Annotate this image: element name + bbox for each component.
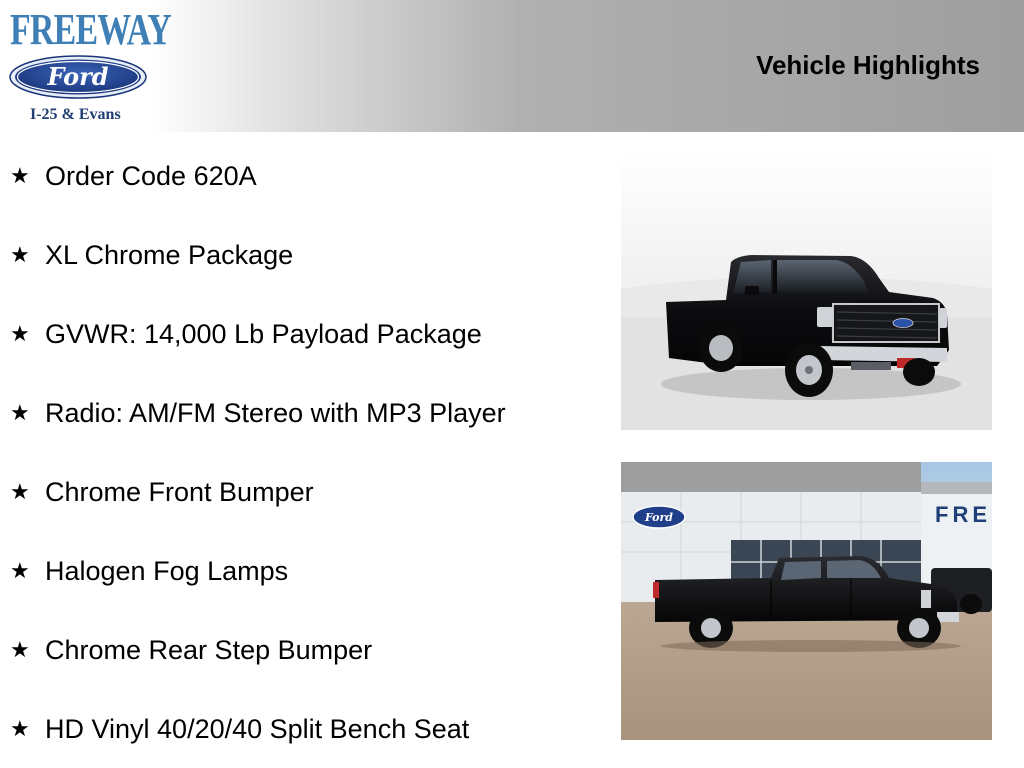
highlight-label: HD Vinyl 40/20/40 Split Bench Seat (45, 714, 470, 744)
highlight-item (0, 393, 600, 433)
sign-ford-text: Ford (644, 511, 674, 524)
header-banner (0, 0, 1024, 132)
page-title: Vehicle Highlights (756, 50, 980, 80)
star-icon: ★ (10, 637, 30, 662)
dealership-sign-text: FRE (935, 502, 991, 527)
star-icon: ★ (10, 321, 30, 346)
highlight-item (0, 156, 600, 196)
truck-dealership-photo[interactable] (621, 462, 992, 740)
highlight-item (0, 551, 600, 591)
highlight-item (0, 472, 600, 512)
highlight-label: Chrome Front Bumper (45, 477, 314, 507)
highlight-label: GVWR: 14,000 Lb Payload Package (45, 319, 482, 349)
star-icon: ★ (10, 479, 30, 504)
star-icon: ★ (10, 242, 30, 267)
highlight-label: Order Code 620A (45, 161, 257, 191)
highlight-label: Radio: AM/FM Stereo with MP3 Player (45, 398, 506, 428)
highlight-item (0, 235, 600, 275)
highlight-label: Chrome Rear Step Bumper (45, 635, 373, 665)
highlight-label: XL Chrome Package (45, 240, 294, 270)
logo-wordmark: FREEWAY (10, 5, 171, 54)
highlight-item (0, 709, 600, 749)
star-icon: ★ (10, 163, 30, 188)
ford-oval-logo (8, 54, 148, 100)
dealer-address: I-25 & Evans (30, 106, 121, 123)
ford-script-text: Ford (47, 62, 109, 91)
highlight-label: Halogen Fog Lamps (45, 556, 289, 586)
highlight-item (0, 314, 600, 354)
star-icon: ★ (10, 400, 30, 425)
star-icon: ★ (10, 558, 30, 583)
star-icon: ★ (10, 716, 30, 741)
highlights-list (0, 132, 600, 768)
dealer-logo[interactable] (4, 4, 171, 128)
highlight-item (0, 630, 600, 670)
truck-front-photo[interactable] (621, 152, 992, 430)
